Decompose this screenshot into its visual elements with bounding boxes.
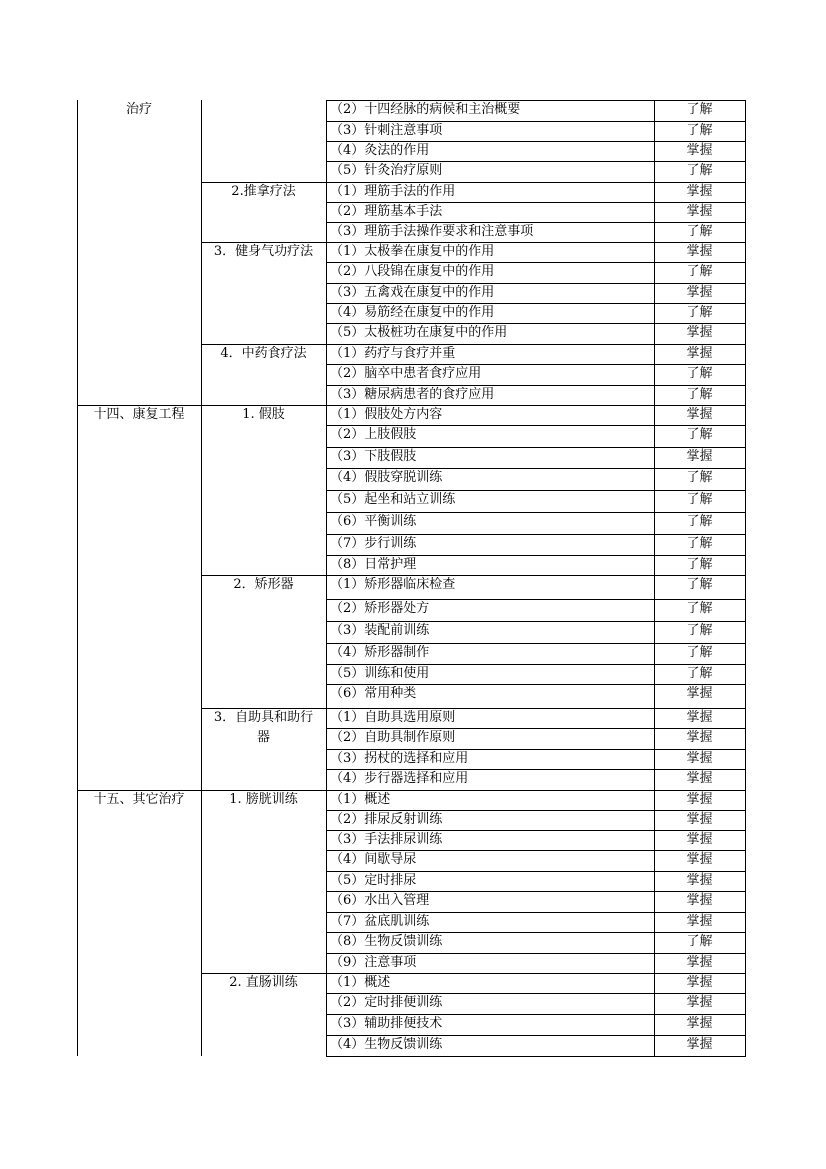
- row-divider: [326, 490, 746, 491]
- item-level: 掌握: [686, 407, 713, 422]
- item-content: （1）假肢处方内容: [330, 407, 443, 422]
- row-divider: [326, 323, 746, 324]
- item-content: （5）针灸治疗原则: [330, 163, 443, 178]
- item-level: 掌握: [686, 832, 713, 847]
- item-level: 了解: [686, 934, 713, 949]
- group-divider: [201, 708, 327, 709]
- group-title: 1. 假肢: [242, 407, 285, 422]
- row-divider: [326, 643, 746, 644]
- row-divider: [326, 344, 746, 345]
- item-level: 了解: [686, 492, 713, 507]
- item-content: （3）拐杖的选择和应用: [330, 751, 469, 766]
- item-content: （2）排尿反射训练: [330, 812, 443, 827]
- group-title: 2.推拿疗法: [231, 184, 296, 199]
- row-divider: [326, 993, 746, 994]
- row-divider: [326, 1056, 746, 1057]
- item-level: 了解: [686, 102, 713, 117]
- row-divider: [326, 728, 746, 729]
- row-divider: [326, 891, 746, 892]
- item-content: （5）训练和使用: [330, 666, 430, 681]
- row-divider: [326, 182, 746, 183]
- item-level: 了解: [686, 366, 713, 381]
- row-divider: [326, 953, 746, 954]
- row-divider: [326, 262, 746, 263]
- item-level: 掌握: [686, 812, 713, 827]
- row-divider: [326, 830, 746, 831]
- item-level: 掌握: [686, 686, 713, 701]
- group-title: 3．自助具和助行: [213, 710, 314, 725]
- row-divider: [326, 621, 746, 622]
- row-divider: [326, 708, 746, 709]
- item-content: （2）脑卒中患者食疗应用: [330, 366, 482, 381]
- item-content: （2）十四经脉的病候和主治概要: [330, 102, 521, 117]
- row-divider: [326, 447, 746, 448]
- item-content: （4）假肢穿脱训练: [330, 470, 443, 485]
- item-content: （4）间歇导尿: [330, 852, 417, 867]
- group-title: 4．中药食疗法: [220, 346, 307, 361]
- item-content: （3）糖尿病患者的食疗应用: [330, 387, 495, 402]
- item-content: （1）理筋手法的作用: [330, 184, 456, 199]
- group-divider: [201, 790, 327, 791]
- item-content: （3）手法排尿训练: [330, 832, 443, 847]
- row-divider: [326, 599, 746, 600]
- item-content: （2）自助具制作原则: [330, 730, 456, 745]
- item-level: 了解: [686, 601, 713, 616]
- row-divider: [326, 1035, 746, 1036]
- item-level: 了解: [686, 123, 713, 138]
- item-level: 掌握: [686, 204, 713, 219]
- item-level: 掌握: [686, 710, 713, 725]
- item-content: （8）日常护理: [330, 557, 417, 572]
- item-content: （1）矫形器临床检查: [330, 577, 456, 592]
- item-level: 掌握: [686, 143, 713, 158]
- item-level: 了解: [686, 557, 713, 572]
- section-title: 治疗: [125, 102, 152, 117]
- item-level: 了解: [686, 623, 713, 638]
- item-level: 掌握: [686, 751, 713, 766]
- row-divider: [326, 100, 746, 101]
- item-content: （6）水出入管理: [330, 893, 430, 908]
- item-level: 掌握: [686, 792, 713, 807]
- item-level: 掌握: [686, 873, 713, 888]
- item-level: 了解: [686, 666, 713, 681]
- item-content: （3）下肢假肢: [330, 449, 417, 464]
- item-content: （3）针刺注意事项: [330, 123, 443, 138]
- row-divider: [326, 283, 746, 284]
- row-divider: [326, 1014, 746, 1015]
- item-level: 了解: [686, 387, 713, 402]
- item-level: 掌握: [686, 771, 713, 786]
- group-title: 2. 直肠训练: [229, 975, 298, 990]
- item-content: （2）定时排便训练: [330, 995, 443, 1010]
- row-divider: [326, 121, 746, 122]
- group-divider: [201, 575, 327, 576]
- group-divider: [201, 405, 327, 406]
- item-level: 掌握: [686, 244, 713, 259]
- row-divider: [326, 912, 746, 913]
- item-content: （4）步行器选择和应用: [330, 771, 469, 786]
- item-level: 掌握: [686, 449, 713, 464]
- group-divider: [201, 242, 327, 243]
- row-divider: [326, 973, 746, 974]
- row-divider: [326, 749, 746, 750]
- row-divider: [326, 684, 746, 685]
- item-level: 掌握: [686, 955, 713, 970]
- item-content: （6）常用种类: [330, 686, 417, 701]
- item-content: （4）易筋经在康复中的作用: [330, 305, 495, 320]
- item-content: （3）五禽戏在康复中的作用: [330, 285, 495, 300]
- row-divider: [326, 468, 746, 469]
- item-level: 掌握: [686, 852, 713, 867]
- item-content: （4）矫形器制作: [330, 645, 430, 660]
- row-divider: [326, 555, 746, 556]
- row-divider: [326, 534, 746, 535]
- item-content: （5）定时排尿: [330, 873, 417, 888]
- item-content: （4）生物反馈训练: [330, 1037, 443, 1052]
- row-divider: [326, 242, 746, 243]
- item-content: （1）药疗与食疗并重: [330, 346, 456, 361]
- group-divider: [201, 344, 327, 345]
- item-level: 了解: [686, 514, 713, 529]
- item-level: 掌握: [686, 1016, 713, 1031]
- group-divider: [201, 973, 327, 974]
- item-content: （9）注意事项: [330, 955, 417, 970]
- item-level: 了解: [686, 536, 713, 551]
- item-level: 掌握: [686, 730, 713, 745]
- item-level: 了解: [686, 264, 713, 279]
- col-divider: [77, 100, 78, 1056]
- item-content: （7）盆底肌训练: [330, 914, 430, 929]
- group-title: 3．健身气功疗法: [213, 244, 314, 259]
- item-content: （8）生物反馈训练: [330, 934, 443, 949]
- item-content: （1）概述: [330, 975, 391, 990]
- group-title: 1. 膀胱训练: [229, 792, 298, 807]
- item-content: （3）理筋手法操作要求和注意事项: [330, 224, 534, 239]
- item-content: （2）八段锦在康复中的作用: [330, 264, 495, 279]
- row-divider: [326, 364, 746, 365]
- row-divider: [326, 385, 746, 386]
- section-divider: [77, 405, 202, 406]
- group-divider: [201, 182, 327, 183]
- row-divider: [326, 141, 746, 142]
- item-level: 掌握: [686, 893, 713, 908]
- row-divider: [326, 222, 746, 223]
- item-content: （2）矫形器处方: [330, 601, 430, 616]
- item-level: 了解: [686, 163, 713, 178]
- row-divider: [326, 425, 746, 426]
- row-divider: [326, 769, 746, 770]
- row-divider: [326, 512, 746, 513]
- row-divider: [326, 575, 746, 576]
- item-content: （4）灸法的作用: [330, 143, 430, 158]
- group-title: 2．矫形器: [233, 577, 294, 592]
- item-content: （1）自助具选用原则: [330, 710, 456, 725]
- item-level: 了解: [686, 577, 713, 592]
- item-level: 掌握: [686, 1037, 713, 1052]
- item-content: （6）平衡训练: [330, 514, 417, 529]
- section-title: 十五、其它治疗: [93, 792, 185, 807]
- item-content: （1）太极拳在康复中的作用: [330, 244, 495, 259]
- item-level: 了解: [686, 470, 713, 485]
- item-level: 掌握: [686, 346, 713, 361]
- group-title-cont: 器: [256, 730, 270, 745]
- item-content: （5）起坐和站立训练: [330, 492, 456, 507]
- item-content: （1）概述: [330, 792, 391, 807]
- row-divider: [326, 932, 746, 933]
- row-divider: [326, 161, 746, 162]
- item-level: 了解: [686, 305, 713, 320]
- item-content: （3）辅助排便技术: [330, 1016, 443, 1031]
- item-level: 掌握: [686, 995, 713, 1010]
- row-divider: [326, 303, 746, 304]
- row-divider: [326, 810, 746, 811]
- item-level: 了解: [686, 224, 713, 239]
- row-divider: [326, 664, 746, 665]
- item-level: 掌握: [686, 184, 713, 199]
- item-content: （7）步行训练: [330, 536, 417, 551]
- item-level: 掌握: [686, 975, 713, 990]
- row-divider: [326, 790, 746, 791]
- item-level: 了解: [686, 427, 713, 442]
- item-content: （2）理筋基本手法: [330, 204, 443, 219]
- item-level: 掌握: [686, 285, 713, 300]
- row-divider: [326, 202, 746, 203]
- row-divider: [326, 850, 746, 851]
- section-divider: [77, 790, 202, 791]
- row-divider: [326, 871, 746, 872]
- item-level: 掌握: [686, 914, 713, 929]
- section-title: 十四、康复工程: [93, 407, 185, 422]
- item-content: （5）太极桩功在康复中的作用: [330, 325, 508, 340]
- item-content: （2）上肢假肢: [330, 427, 417, 442]
- item-content: （3）装配前训练: [330, 623, 430, 638]
- row-divider: [326, 405, 746, 406]
- item-level: 了解: [686, 645, 713, 660]
- item-level: 掌握: [686, 325, 713, 340]
